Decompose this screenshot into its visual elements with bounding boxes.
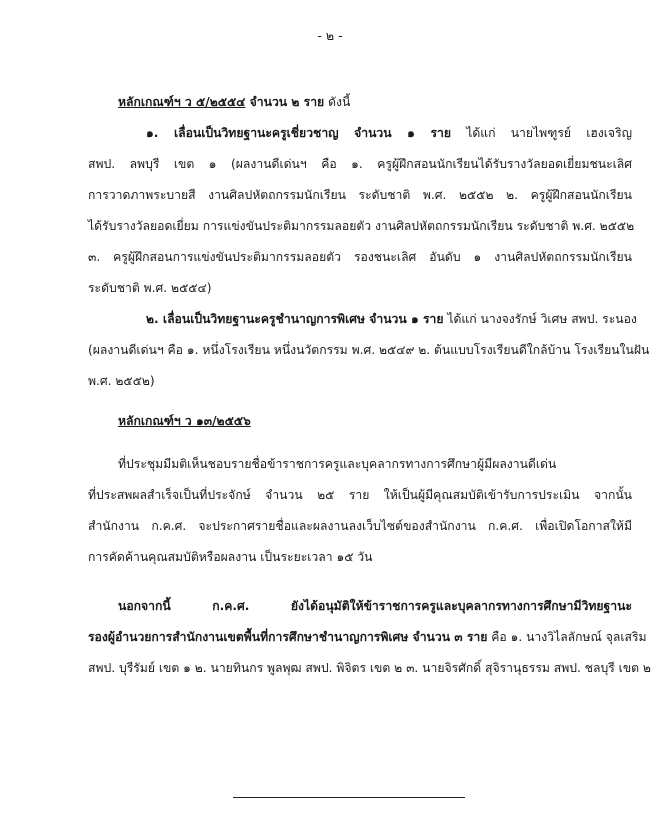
section1-heading-count: จำนวน ๒ ราย	[245, 95, 325, 109]
section2-heading-criteria: หลักเกณฑ์ฯ ว ๑๓/๒๕๕๖	[118, 414, 251, 428]
section1-heading-tail: ดังนี้	[324, 95, 351, 109]
section2-line-4: การคัดค้านคุณสมบัติหรือผลงาน เป็นระยะเวลา ๑๕ วัน	[88, 550, 373, 564]
item1-line-1: สพป. ลพบุรี เขต ๑ (ผลงานดีเด่นฯ คือ ๑. ครูผู้ฝึกสอนนักเรียนได้รับรางวัลยอดเยี่ยมชนะเลิศ	[88, 157, 632, 171]
section2-line-1: ที่ประชุมมีมติเห็นชอบรายชื่อข้าราชการครูและบุคลากรทางการศึกษาผู้มีผลงานดีเด่น	[118, 457, 557, 471]
section1-heading-criteria: หลักเกณฑ์ฯ ว ๕/๒๕๕๔	[118, 95, 246, 109]
section2-line-2: ที่ประสพผลสำเร็จเป็นที่ประจักษ์ จำนวน ๒๕ ราย ให้เป็นผู้มีคุณสมบัติเข้ารับการประเมิน จากนั้น	[88, 488, 632, 502]
footer-divider	[233, 797, 465, 798]
item2-first-line	[146, 310, 637, 328]
item2-recipient: ได้แก่ นางจงรักษ์ วิเศษ สพป. ระนอง	[443, 312, 637, 326]
section2-line-3: สำนักงาน ก.ค.ศ. จะประกาศรายชื่อและผลงานลงเว็บไซต์ของสำนักงาน ก.ค.ศ. เพื่อเปิดโอกาสให้มี	[88, 519, 632, 533]
section3-position: รองผู้อำนวยการสำนักงานเขตพื้นที่การศึกษาชำนาญการพิเศษ จำนวน ๓ ราย	[88, 630, 488, 644]
section3-first-recipient: คือ ๑. นางวิไลลักษณ์ จุลเสริม	[487, 630, 647, 644]
page-number: - ๒ -	[317, 28, 343, 43]
item1-line-4: ๓. ครูผู้ฝึกสอนการแข่งขันประติมากรรมลอยตัว รองชนะเลิศ อันดับ ๑ งานศิลปหัตถกรรมนักเรียน	[88, 250, 632, 264]
item1-first-line	[146, 124, 632, 142]
item2-title: ๒. เลื่อนเป็นวิทยฐานะครูชำนาญการพิเศษ จำนวน ๑ ราย	[146, 312, 444, 326]
section2-heading	[118, 412, 251, 430]
section3-line-2	[88, 628, 647, 646]
item1-recipient: ได้แก่ นายไพฑูรย์ เฮงเจริญ	[451, 126, 632, 140]
item1-title: ๑. เลื่อนเป็นวิทยฐานะครูเชี่ยวชาญ จำนวน ๑ ราย	[146, 126, 452, 140]
item2-line-1: (ผลงานดีเด่นฯ คือ ๑. หนึ่งโรงเรียน หนึ่งนวัตกรรม พ.ศ. ๒๕๔๙ ๒. ต้นแบบโรงเรียนดีใกล้บ้าน โรงเรียนในฝัน	[88, 343, 650, 357]
section1-heading	[118, 93, 350, 111]
item1-line-3: ได้รับรางวัลยอดเยี่ยม การแข่งขันประติมากรรมลอยตัว งานศิลปหัตถกรรมนักเรียน ระดับชาติ พ.ศ. ๒๕๕๒	[88, 219, 635, 233]
item1-line-5: ระดับชาติ พ.ศ. ๒๕๕๔)	[88, 281, 212, 295]
item1-line-2: การวาดภาพระบายสี งานศิลปหัตถกรรมนักเรียน ระดับชาติ พ.ศ. ๒๕๕๒ ๒. ครูผู้ฝึกสอนนักเรียน	[88, 188, 632, 202]
item2-line-2: พ.ศ. ๒๕๕๒)	[88, 374, 155, 388]
section3-line-1: นอกจากนี้ ก.ค.ศ. ยังได้อนุมัติให้ข้าราชการครูและบุคลากรทางการศึกษามีวิทยฐานะ	[118, 599, 632, 613]
section3-line-3: สพป. บุรีรัมย์ เขต ๑ ๒. นายทินกร พูลพุฒ สพป. พิจิตร เขต ๒ ๓. นายจิรศักดิ์ สุจิรานุธรรม สพป. ชลบุรี เขต ๒	[88, 661, 651, 675]
